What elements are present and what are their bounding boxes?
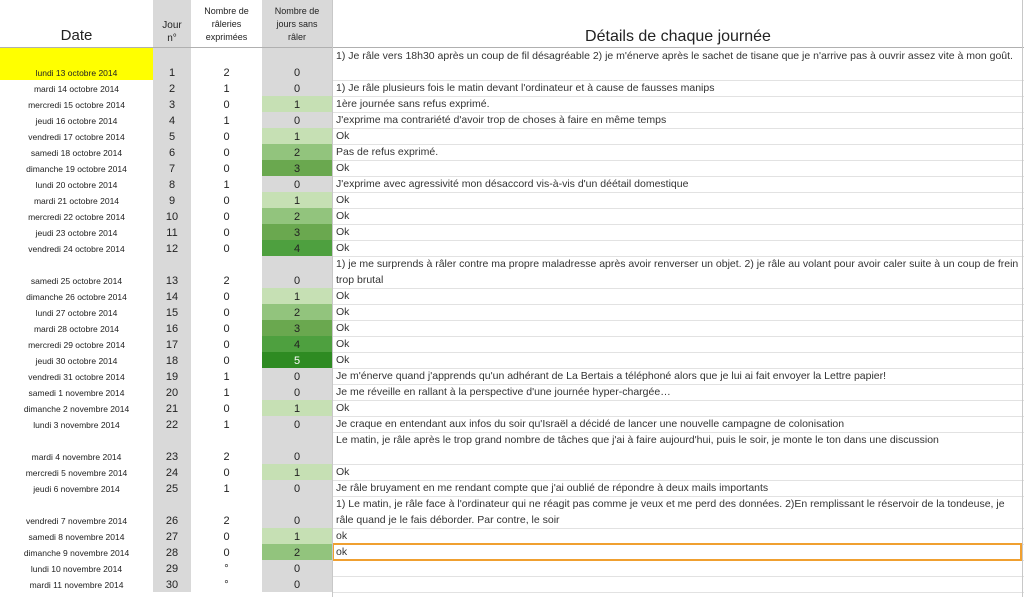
table-row xyxy=(0,144,1024,160)
jour-cell[interactable]: 15 xyxy=(153,304,191,320)
jours-sans-raler-cell[interactable]: 0 xyxy=(262,112,332,128)
date-cell[interactable]: samedi 25 octobre 2014 xyxy=(30,276,123,286)
date-cell[interactable]: dimanche 19 octobre 2014 xyxy=(26,164,127,174)
details-cell[interactable]: 1ère journée sans refus exprimé. xyxy=(336,98,490,110)
table-row xyxy=(0,528,1024,544)
table-row xyxy=(0,224,1024,240)
header-sans-line2: jours sans xyxy=(276,18,318,29)
jour-cell[interactable]: 22 xyxy=(153,416,191,432)
jours-sans-raler-cell[interactable]: 1 xyxy=(262,464,332,480)
jours-sans-raler-cell[interactable]: 2 xyxy=(262,144,332,160)
table-row xyxy=(0,48,1024,80)
nb-raleries-cell[interactable]: 2 xyxy=(223,67,230,79)
nb-raleries-cell[interactable]: 2 xyxy=(223,275,230,287)
table-row xyxy=(0,560,1024,576)
jour-cell[interactable]: 17 xyxy=(153,336,191,352)
jours-sans-raler-cell[interactable]: 0 xyxy=(262,176,332,192)
details-cell[interactable]: Ok xyxy=(336,306,350,318)
date-cell[interactable]: samedi 18 octobre 2014 xyxy=(30,148,123,158)
nb-raleries-cell[interactable]: 0 xyxy=(223,355,230,367)
jour-cell[interactable]: 21 xyxy=(153,400,191,416)
jours-sans-raler-cell[interactable]: 0 xyxy=(262,480,332,496)
date-cell[interactable]: mardi 4 novembre 2014 xyxy=(31,452,122,462)
jour-cell[interactable]: 28 xyxy=(153,544,191,560)
header-jours-sans-raler[interactable] xyxy=(262,0,332,48)
header-nb-line2: râleries xyxy=(211,18,242,29)
jour-cell[interactable]: 1 xyxy=(153,48,191,80)
details-cell[interactable] xyxy=(333,576,1024,592)
jours-sans-raler-cell[interactable]: 4 xyxy=(262,336,332,352)
table-row xyxy=(0,416,1024,432)
nb-raleries-cell[interactable]: 0 xyxy=(223,403,230,415)
nb-raleries-cell[interactable]: 0 xyxy=(223,131,230,143)
jour-cell[interactable]: 4 xyxy=(153,112,191,128)
table-row xyxy=(0,176,1024,192)
details-cell[interactable]: ok xyxy=(336,546,348,558)
jour-cell[interactable]: 27 xyxy=(153,528,191,544)
nb-raleries-cell[interactable]: 0 xyxy=(223,147,230,159)
jour-cell[interactable]: 13 xyxy=(153,256,191,288)
date-cell[interactable]: samedi 8 novembre 2014 xyxy=(28,532,125,542)
table-row xyxy=(0,256,1024,288)
table-row xyxy=(0,208,1024,224)
date-cell[interactable]: mardi 14 octobre 2014 xyxy=(33,84,120,94)
column-divider xyxy=(332,0,333,597)
jours-sans-raler-cell[interactable]: 0 xyxy=(262,496,332,528)
jours-sans-raler-cell[interactable]: 1 xyxy=(262,96,332,112)
jour-cell[interactable]: 10 xyxy=(153,208,191,224)
details-cell[interactable]: 1) Je râle vers 18h30 après un coup de fil désagréable 2) je m'énerve après le sachet de tisane que je n'arrive pas à ouvrir assez vite à mon goût. xyxy=(336,50,1013,62)
date-cell[interactable]: vendredi 17 octobre 2014 xyxy=(28,132,125,142)
jour-cell[interactable]: 3 xyxy=(153,96,191,112)
jours-sans-raler-cell[interactable]: 0 xyxy=(262,48,332,80)
table-row xyxy=(0,368,1024,384)
table-row xyxy=(0,464,1024,480)
nb-raleries-cell[interactable]: 0 xyxy=(223,243,230,255)
date-cell[interactable]: vendredi 24 octobre 2014 xyxy=(28,244,125,254)
details-cell[interactable]: Ok xyxy=(336,322,350,334)
date-cell[interactable]: mercredi 5 novembre 2014 xyxy=(25,468,128,478)
date-cell[interactable]: dimanche 2 novembre 2014 xyxy=(23,404,130,414)
jour-cell[interactable]: 7 xyxy=(153,160,191,176)
details-cell[interactable] xyxy=(333,560,1024,576)
jours-sans-raler-cell[interactable]: 0 xyxy=(262,80,332,96)
details-cell[interactable]: Je m'énerve quand j'apprends qu'un adhérant de La Bertais a téléphoné alors que je lui ai fait envoyer la Lettre papier! xyxy=(336,370,887,382)
nb-raleries-cell[interactable]: ° xyxy=(224,563,229,575)
jour-cell[interactable]: 8 xyxy=(153,176,191,192)
table-row xyxy=(0,432,1024,464)
table-row xyxy=(0,80,1024,96)
details-cell[interactable]: Ok xyxy=(336,290,350,302)
nb-raleries-cell[interactable]: ° xyxy=(224,579,229,591)
jours-sans-raler-cell[interactable]: 0 xyxy=(262,368,332,384)
details-cell[interactable]: Ok xyxy=(336,130,350,142)
header-jour-line1: Jour xyxy=(162,20,182,31)
jours-sans-raler-cell[interactable]: 1 xyxy=(262,128,332,144)
nb-raleries-cell[interactable]: 0 xyxy=(223,291,230,303)
table-row xyxy=(0,112,1024,128)
nb-raleries-cell[interactable]: 0 xyxy=(223,211,230,223)
nb-raleries-cell[interactable]: 0 xyxy=(223,531,230,543)
jours-sans-raler-cell[interactable]: 0 xyxy=(262,384,332,400)
jour-cell[interactable]: 12 xyxy=(153,240,191,256)
nb-raleries-cell[interactable]: 0 xyxy=(223,547,230,559)
table-row xyxy=(0,96,1024,112)
nb-raleries-cell[interactable]: 0 xyxy=(223,227,230,239)
nb-raleries-cell[interactable]: 0 xyxy=(223,467,230,479)
nb-raleries-cell[interactable]: 2 xyxy=(223,515,230,527)
jour-cell[interactable]: 5 xyxy=(153,128,191,144)
header-nb-line1: Nombre de xyxy=(204,5,249,16)
table-row xyxy=(0,320,1024,336)
table-row xyxy=(0,240,1024,256)
jours-sans-raler-cell[interactable]: 3 xyxy=(262,160,332,176)
details-cell[interactable]: Je craque en entendant aux infos du soir qu'Israël a décidé de lancer une nouvelle campagne de colonisation xyxy=(336,418,845,430)
jours-sans-raler-cell[interactable]: 1 xyxy=(262,288,332,304)
column-divider xyxy=(1022,0,1023,597)
date-cell[interactable]: mardi 11 novembre 2014 xyxy=(29,580,124,590)
table-row xyxy=(0,352,1024,368)
date-cell[interactable]: lundi 27 octobre 2014 xyxy=(35,308,118,318)
details-cell[interactable]: Ok xyxy=(336,194,350,206)
table-row xyxy=(0,400,1024,416)
date-cell[interactable]: samedi 1 novembre 2014 xyxy=(28,388,125,398)
nb-raleries-cell[interactable]: 1 xyxy=(223,387,230,399)
table-row xyxy=(0,384,1024,400)
details-cell[interactable]: J'exprime avec agressivité mon désaccord vis-à-vis d'un déétail domestique xyxy=(336,178,689,190)
jours-sans-raler-cell[interactable]: 2 xyxy=(262,304,332,320)
nb-raleries-cell[interactable]: 1 xyxy=(223,83,230,95)
table-row xyxy=(0,576,1024,592)
date-cell[interactable]: dimanche 26 octobre 2014 xyxy=(26,292,127,302)
nb-raleries-cell[interactable]: 1 xyxy=(223,371,230,383)
header-jour-line2: n° xyxy=(167,33,177,44)
date-cell[interactable]: mercredi 29 octobre 2014 xyxy=(28,340,125,350)
details-cell[interactable]: Pas de refus exprimé. xyxy=(336,146,439,158)
jour-cell[interactable]: 11 xyxy=(153,224,191,240)
date-cell[interactable]: lundi 20 octobre 2014 xyxy=(35,180,118,190)
jour-cell[interactable]: 26 xyxy=(153,496,191,528)
jours-sans-raler-cell[interactable]: 0 xyxy=(262,560,332,576)
header-jour[interactable] xyxy=(153,0,191,48)
header-date-label: Date xyxy=(60,27,93,44)
jour-cell[interactable]: 30 xyxy=(153,576,191,592)
jours-sans-raler-cell[interactable]: 0 xyxy=(262,256,332,288)
header-date[interactable] xyxy=(0,0,153,48)
jour-cell[interactable]: 25 xyxy=(153,480,191,496)
jour-cell[interactable]: 19 xyxy=(153,368,191,384)
details-cell[interactable]: Ok xyxy=(336,466,350,478)
details-cell[interactable]: Ok xyxy=(336,354,350,366)
date-cell[interactable]: vendredi 7 novembre 2014 xyxy=(25,516,128,526)
header-sans-line1: Nombre de xyxy=(274,5,320,16)
jours-sans-raler-cell[interactable]: 3 xyxy=(262,224,332,240)
jour-cell[interactable]: 23 xyxy=(153,432,191,464)
nb-raleries-cell[interactable]: 0 xyxy=(223,307,230,319)
table-row xyxy=(0,192,1024,208)
nb-raleries-cell[interactable]: 1 xyxy=(223,483,230,495)
details-cell[interactable]: Ok xyxy=(336,402,350,414)
details-cell[interactable]: 1) je me surprends à râler contre ma propre maladresse après avoir renverser un objet. 2) je râle au volant pour avoir caler suite à un coup de frein trop brutal xyxy=(336,258,1019,286)
nb-raleries-cell[interactable]: 2 xyxy=(223,451,230,463)
date-cell[interactable]: mardi 28 octobre 2014 xyxy=(33,324,120,334)
jours-sans-raler-cell[interactable]: 1 xyxy=(262,528,332,544)
date-cell[interactable]: jeudi 6 novembre 2014 xyxy=(33,484,120,494)
nb-raleries-cell[interactable]: 1 xyxy=(223,115,230,127)
details-cell[interactable]: Ok xyxy=(336,226,350,238)
date-cell[interactable]: mercredi 22 octobre 2014 xyxy=(28,212,125,222)
date-cell[interactable]: lundi 13 octobre 2014 xyxy=(0,48,153,80)
nb-raleries-cell[interactable]: 0 xyxy=(223,323,230,335)
details-cell[interactable]: Ok xyxy=(336,210,350,222)
table-row xyxy=(0,480,1024,496)
nb-raleries-cell[interactable]: 0 xyxy=(223,339,230,351)
table-row xyxy=(0,304,1024,320)
date-cell[interactable]: lundi 10 novembre 2014 xyxy=(30,564,123,574)
date-cell[interactable]: jeudi 16 octobre 2014 xyxy=(35,116,118,126)
details-cell[interactable]: Ok xyxy=(336,242,350,254)
jour-cell[interactable]: 24 xyxy=(153,464,191,480)
nb-raleries-cell[interactable]: 1 xyxy=(223,179,230,191)
nb-raleries-cell[interactable]: 0 xyxy=(223,99,230,111)
header-nb-line3: exprimées xyxy=(205,31,248,42)
table-row xyxy=(0,128,1024,144)
details-cell[interactable]: Ok xyxy=(336,162,350,174)
nb-raleries-cell[interactable]: 0 xyxy=(223,195,230,207)
jour-cell[interactable]: 29 xyxy=(153,560,191,576)
date-cell[interactable]: mercredi 15 octobre 2014 xyxy=(28,100,125,110)
nb-raleries-cell[interactable]: 0 xyxy=(223,163,230,175)
table-row xyxy=(0,336,1024,352)
jours-sans-raler-cell[interactable]: 0 xyxy=(262,576,332,592)
details-cell[interactable]: Je me réveille en rallant à la perspective d'une journée hyper-chargée… xyxy=(336,386,671,398)
jour-cell[interactable]: 20 xyxy=(153,384,191,400)
jours-sans-raler-cell[interactable]: 0 xyxy=(262,432,332,464)
date-cell[interactable]: mardi 21 octobre 2014 xyxy=(33,196,120,206)
jours-sans-raler-cell[interactable]: 4 xyxy=(262,240,332,256)
jours-sans-raler-cell[interactable]: 1 xyxy=(262,192,332,208)
details-cell[interactable]: Le matin, je râle après le trop grand nombre de tâches que j'ai à faire aujourd'hui, puis le soir, je monte le ton dans une discussion xyxy=(336,434,939,446)
jour-cell[interactable]: 9 xyxy=(153,192,191,208)
jours-sans-raler-cell[interactable]: 3 xyxy=(262,320,332,336)
details-cell[interactable]: ok xyxy=(336,530,348,542)
details-cell[interactable]: 1) Je râle plusieurs fois le matin devant l'ordinateur et à cause de fausses manips xyxy=(336,82,715,94)
date-cell[interactable]: vendredi 31 octobre 2014 xyxy=(28,372,125,382)
jours-sans-raler-cell[interactable]: 5 xyxy=(262,352,332,368)
date-cell[interactable]: dimanche 9 novembre 2014 xyxy=(23,548,130,558)
table-row xyxy=(0,288,1024,304)
selected-cell-border xyxy=(332,543,1022,561)
jour-cell[interactable]: 14 xyxy=(153,288,191,304)
table-row xyxy=(0,160,1024,176)
header-nb-raleries[interactable] xyxy=(191,0,262,48)
table-row xyxy=(0,496,1024,528)
details-cell[interactable]: Je râle bruyament en me rendant compte que j'ai oublié de répondre à deux mails importants xyxy=(336,482,769,494)
jours-sans-raler-cell[interactable]: 1 xyxy=(262,400,332,416)
header-details[interactable] xyxy=(332,0,1024,48)
jour-cell[interactable]: 2 xyxy=(153,80,191,96)
nb-raleries-cell[interactable]: 1 xyxy=(223,419,230,431)
jour-cell[interactable]: 18 xyxy=(153,352,191,368)
header-sans-line3: râler xyxy=(287,31,306,42)
date-cell[interactable]: jeudi 30 octobre 2014 xyxy=(35,356,118,366)
jour-cell[interactable]: 16 xyxy=(153,320,191,336)
date-cell[interactable]: lundi 3 novembre 2014 xyxy=(33,420,120,430)
jour-cell[interactable]: 6 xyxy=(153,144,191,160)
jours-sans-raler-cell[interactable]: 2 xyxy=(262,208,332,224)
grid-line xyxy=(333,592,1024,593)
date-cell[interactable]: jeudi 23 octobre 2014 xyxy=(35,228,118,238)
details-cell[interactable]: 1) Le matin, je râle face à l'ordinateur qui ne réagit pas comme je veux et me perd des données. 2)En remplissant le réservoir de la tondeuse, je râle quand je le fais déborder. Par contre, le soir xyxy=(336,498,1005,526)
jours-sans-raler-cell[interactable]: 0 xyxy=(262,416,332,432)
details-cell[interactable]: Ok xyxy=(336,338,350,350)
jours-sans-raler-cell[interactable]: 2 xyxy=(262,544,332,560)
header-details-label: Détails de chaque journée xyxy=(585,28,771,45)
details-cell[interactable]: J'exprime ma contrariété d'avoir trop de choses à faire en même temps xyxy=(336,114,667,126)
